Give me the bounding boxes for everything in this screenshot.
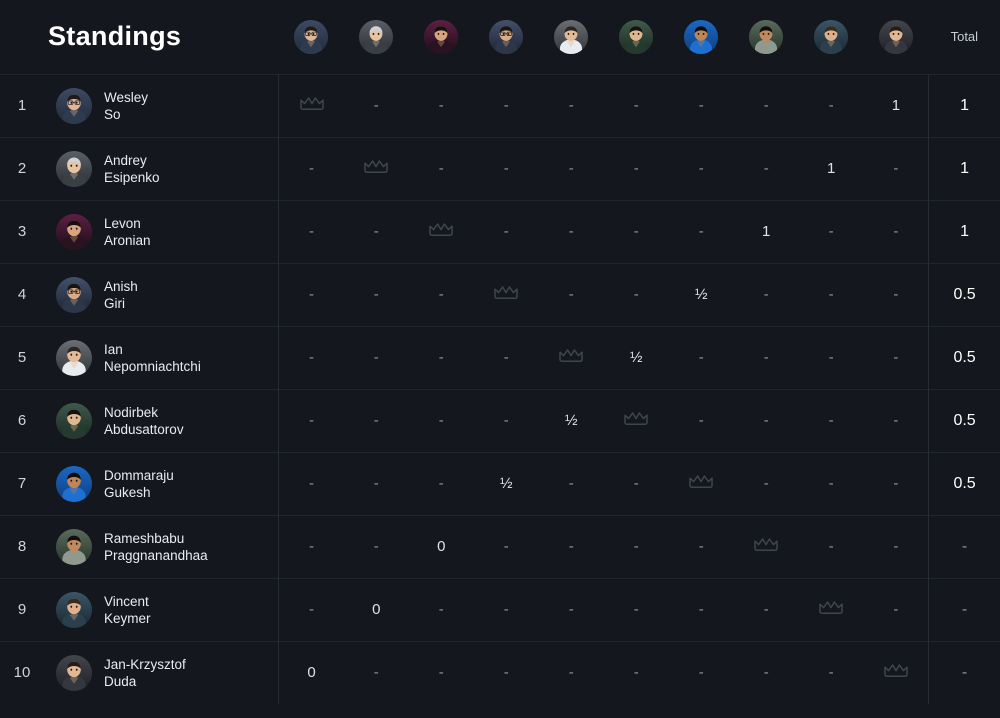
result-cell[interactable]: - xyxy=(474,74,539,137)
player-cell[interactable] xyxy=(44,515,279,578)
result-cell[interactable]: - xyxy=(344,641,409,704)
avatar-jan-krzysztof-duda[interactable] xyxy=(879,20,913,54)
result-cell[interactable]: - xyxy=(799,74,864,137)
result-cell[interactable]: - xyxy=(474,641,539,704)
result-cell[interactable]: - xyxy=(279,389,344,452)
result-cell[interactable]: - xyxy=(409,641,474,704)
result-cell[interactable]: - xyxy=(474,389,539,452)
result-cell[interactable]: - xyxy=(799,200,864,263)
result-cell[interactable]: - xyxy=(474,578,539,641)
column-header-andrey-esipenko[interactable] xyxy=(344,0,409,74)
player-first-name: Anish xyxy=(104,278,138,294)
result-cell[interactable]: - xyxy=(734,263,799,326)
header-row xyxy=(0,0,1000,74)
player-cell[interactable] xyxy=(44,263,279,326)
row-rank: 6 xyxy=(0,389,44,452)
result-cell-self xyxy=(669,452,734,515)
result-cell[interactable]: - xyxy=(669,200,734,263)
total-score: 0.5 xyxy=(929,326,1000,389)
result-cell[interactable]: 1 xyxy=(864,74,929,137)
result-cell-self xyxy=(344,137,409,200)
player-cell[interactable] xyxy=(44,200,279,263)
result-cell[interactable]: - xyxy=(669,389,734,452)
player-name xyxy=(104,215,151,249)
result-cell-self xyxy=(734,515,799,578)
total-score: 1 xyxy=(929,137,1000,200)
result-cell-self xyxy=(409,200,474,263)
result-cell[interactable]: - xyxy=(279,578,344,641)
result-cell[interactable]: - xyxy=(474,515,539,578)
player-name xyxy=(104,341,201,375)
result-cell[interactable]: ½ xyxy=(539,389,604,452)
avatar-vincent-keymer[interactable] xyxy=(814,20,848,54)
avatar-levon-aronian[interactable] xyxy=(56,214,92,250)
player-last-name: Esipenko xyxy=(104,169,160,185)
avatar-rameshbabu-praggnanandhaa[interactable] xyxy=(749,20,783,54)
crown-icon xyxy=(623,414,649,431)
result-cell[interactable]: - xyxy=(344,389,409,452)
player-first-name: Andrey xyxy=(104,152,147,168)
result-cell[interactable]: - xyxy=(604,452,669,515)
player-last-name: Duda xyxy=(104,673,137,689)
result-cell[interactable]: - xyxy=(539,515,604,578)
player-first-name: Vincent xyxy=(104,593,149,609)
result-cell[interactable]: - xyxy=(344,326,409,389)
player-first-name: Wesley xyxy=(104,89,149,105)
avatar-ian-nepomniachtchi[interactable] xyxy=(56,340,92,376)
player-cell[interactable] xyxy=(44,74,279,137)
row-rank: 9 xyxy=(0,578,44,641)
result-cell[interactable]: - xyxy=(409,578,474,641)
result-cell[interactable]: - xyxy=(539,137,604,200)
result-cell[interactable]: - xyxy=(344,515,409,578)
avatar-vincent-keymer[interactable] xyxy=(56,592,92,628)
crown-icon xyxy=(493,288,519,305)
result-cell[interactable]: - xyxy=(864,137,929,200)
table-row[interactable] xyxy=(0,641,1000,704)
result-cell[interactable]: - xyxy=(864,515,929,578)
table-row[interactable] xyxy=(0,389,1000,452)
avatar-wesley-so[interactable] xyxy=(56,88,92,124)
result-cell[interactable]: - xyxy=(799,641,864,704)
result-cell[interactable]: ½ xyxy=(669,263,734,326)
player-first-name: Jan-Krzysztof xyxy=(104,656,186,672)
result-cell[interactable]: - xyxy=(669,578,734,641)
result-cell[interactable]: - xyxy=(474,200,539,263)
avatar-anish-giri[interactable] xyxy=(489,20,523,54)
player-name xyxy=(104,152,160,186)
crown-icon xyxy=(299,99,325,116)
result-cell[interactable]: - xyxy=(604,200,669,263)
avatar-andrey-esipenko[interactable] xyxy=(56,151,92,187)
total-score: 0.5 xyxy=(929,452,1000,515)
result-cell[interactable]: - xyxy=(279,137,344,200)
result-cell[interactable]: - xyxy=(604,641,669,704)
result-cell[interactable]: - xyxy=(734,641,799,704)
result-cell[interactable]: - xyxy=(864,326,929,389)
result-cell[interactable]: - xyxy=(279,452,344,515)
result-cell[interactable]: - xyxy=(864,452,929,515)
result-cell[interactable]: - xyxy=(409,263,474,326)
total-score: - xyxy=(929,515,1000,578)
column-header-wesley-so[interactable] xyxy=(279,0,344,74)
result-cell[interactable]: - xyxy=(864,263,929,326)
table-row[interactable] xyxy=(0,200,1000,263)
result-cell[interactable]: 1 xyxy=(799,137,864,200)
player-cell[interactable] xyxy=(44,389,279,452)
player-first-name: Rameshbabu xyxy=(104,530,185,546)
player-name xyxy=(104,656,186,690)
crown-icon xyxy=(363,162,389,179)
avatar-nodirbek-abdusattorov[interactable] xyxy=(619,20,653,54)
player-last-name: Aronian xyxy=(104,232,151,248)
result-cell[interactable]: - xyxy=(604,263,669,326)
result-cell[interactable]: - xyxy=(669,326,734,389)
result-cell[interactable]: 0 xyxy=(279,641,344,704)
column-header-total: Total xyxy=(950,29,979,45)
result-cell[interactable]: - xyxy=(864,578,929,641)
result-cell[interactable]: ½ xyxy=(604,326,669,389)
result-cell-self xyxy=(474,263,539,326)
player-name xyxy=(104,278,138,312)
avatar-jan-krzysztof-duda[interactable] xyxy=(56,655,92,691)
crown-icon xyxy=(428,225,454,242)
table-row[interactable] xyxy=(0,137,1000,200)
result-cell[interactable]: - xyxy=(669,74,734,137)
player-cell[interactable] xyxy=(44,326,279,389)
row-rank: 8 xyxy=(0,515,44,578)
result-cell[interactable]: - xyxy=(539,641,604,704)
result-cell[interactable]: - xyxy=(344,263,409,326)
column-header-dommaraju-gukesh[interactable] xyxy=(669,0,734,74)
result-cell[interactable]: 0 xyxy=(409,515,474,578)
result-cell[interactable]: 0 xyxy=(344,578,409,641)
result-cell[interactable]: - xyxy=(279,326,344,389)
player-name xyxy=(104,467,174,501)
result-cell[interactable]: - xyxy=(409,137,474,200)
result-cell[interactable]: - xyxy=(799,389,864,452)
player-last-name: So xyxy=(104,106,121,122)
result-cell[interactable]: - xyxy=(409,326,474,389)
total-score: - xyxy=(929,578,1000,641)
total-score: 0.5 xyxy=(929,263,1000,326)
player-last-name: Gukesh xyxy=(104,484,151,500)
result-cell[interactable]: - xyxy=(799,263,864,326)
player-last-name: Giri xyxy=(104,295,126,311)
result-cell[interactable]: - xyxy=(669,137,734,200)
player-last-name: Keymer xyxy=(104,610,151,626)
result-cell[interactable]: - xyxy=(344,452,409,515)
result-cell-self xyxy=(279,74,344,137)
column-header-jan-krzysztof-duda[interactable] xyxy=(864,0,929,74)
result-cell-self xyxy=(799,578,864,641)
player-last-name: Nepomniachtchi xyxy=(104,358,201,374)
result-cell-self xyxy=(864,641,929,704)
column-header-anish-giri[interactable] xyxy=(474,0,539,74)
standings-table-body xyxy=(0,74,1000,704)
table-row[interactable] xyxy=(0,263,1000,326)
result-cell[interactable]: - xyxy=(864,200,929,263)
crown-icon xyxy=(883,666,909,683)
result-cell[interactable]: - xyxy=(799,326,864,389)
result-cell[interactable]: - xyxy=(604,515,669,578)
avatar-levon-aronian[interactable] xyxy=(424,20,458,54)
result-cell[interactable]: - xyxy=(734,578,799,641)
player-first-name: Dommaraju xyxy=(104,467,174,483)
row-rank: 2 xyxy=(0,137,44,200)
player-name xyxy=(104,404,184,438)
result-cell[interactable]: - xyxy=(474,137,539,200)
result-cell[interactable]: - xyxy=(864,389,929,452)
result-cell[interactable]: - xyxy=(604,74,669,137)
row-rank: 7 xyxy=(0,452,44,515)
result-cell[interactable]: - xyxy=(279,515,344,578)
player-first-name: Levon xyxy=(104,215,141,231)
avatar-ian-nepomniachtchi[interactable] xyxy=(554,20,588,54)
player-last-name: Abdusattorov xyxy=(104,421,184,437)
result-cell[interactable]: - xyxy=(604,578,669,641)
total-score: - xyxy=(929,641,1000,704)
avatar-wesley-so[interactable] xyxy=(294,20,328,54)
table-row[interactable] xyxy=(0,515,1000,578)
avatar-nodirbek-abdusattorov[interactable] xyxy=(56,403,92,439)
result-cell[interactable]: - xyxy=(474,326,539,389)
page-title: Standings xyxy=(48,21,182,52)
table-row[interactable] xyxy=(0,452,1000,515)
avatar-andrey-esipenko[interactable] xyxy=(359,20,393,54)
player-cell[interactable] xyxy=(44,578,279,641)
result-cell-self xyxy=(604,389,669,452)
table-row[interactable] xyxy=(0,326,1000,389)
result-cell[interactable]: - xyxy=(279,263,344,326)
row-rank: 10 xyxy=(0,641,44,704)
result-cell[interactable]: - xyxy=(604,137,669,200)
result-cell[interactable]: - xyxy=(799,515,864,578)
column-header-rameshbabu-praggnanandhaa[interactable] xyxy=(734,0,799,74)
crown-icon xyxy=(753,540,779,557)
result-cell[interactable]: - xyxy=(344,74,409,137)
avatar-anish-giri[interactable] xyxy=(56,277,92,313)
crown-icon xyxy=(558,351,584,368)
result-cell[interactable]: - xyxy=(799,452,864,515)
result-cell[interactable]: - xyxy=(279,200,344,263)
row-rank: 1 xyxy=(0,74,44,137)
total-score: 1 xyxy=(929,74,1000,137)
avatar-dommaraju-gukesh[interactable] xyxy=(56,466,92,502)
result-cell[interactable]: - xyxy=(734,137,799,200)
result-cell[interactable]: - xyxy=(734,326,799,389)
column-header-nodirbek-abdusattorov[interactable] xyxy=(604,0,669,74)
player-name xyxy=(104,89,148,123)
table-row[interactable] xyxy=(0,578,1000,641)
column-header-vincent-keymer[interactable] xyxy=(799,0,864,74)
avatar-rameshbabu-praggnanandhaa[interactable] xyxy=(56,529,92,565)
row-rank: 3 xyxy=(0,200,44,263)
player-cell[interactable] xyxy=(44,137,279,200)
player-cell[interactable] xyxy=(44,641,279,704)
avatar-dommaraju-gukesh[interactable] xyxy=(684,20,718,54)
result-cell[interactable]: - xyxy=(539,578,604,641)
result-cell[interactable]: 1 xyxy=(734,200,799,263)
result-cell-self xyxy=(539,326,604,389)
result-cell[interactable]: - xyxy=(669,515,734,578)
column-header-levon-aronian[interactable] xyxy=(409,0,474,74)
result-cell[interactable]: - xyxy=(539,452,604,515)
player-last-name: Praggnanandhaa xyxy=(104,547,208,563)
result-cell[interactable]: - xyxy=(409,74,474,137)
standings-table-head xyxy=(0,0,1000,74)
table-row[interactable] xyxy=(0,74,1000,137)
result-cell[interactable]: - xyxy=(409,389,474,452)
column-header-ian-nepomniachtchi[interactable] xyxy=(539,0,604,74)
result-cell[interactable]: ½ xyxy=(474,452,539,515)
player-cell[interactable] xyxy=(44,452,279,515)
row-rank: 5 xyxy=(0,326,44,389)
result-cell[interactable]: - xyxy=(539,263,604,326)
crown-icon xyxy=(818,603,844,620)
result-cell[interactable]: - xyxy=(734,74,799,137)
player-name xyxy=(104,593,151,627)
result-cell[interactable]: - xyxy=(539,200,604,263)
total-score: 0.5 xyxy=(929,389,1000,452)
result-cell[interactable]: - xyxy=(734,452,799,515)
result-cell[interactable]: - xyxy=(669,641,734,704)
result-cell[interactable]: - xyxy=(539,74,604,137)
total-score: 1 xyxy=(929,200,1000,263)
result-cell[interactable]: - xyxy=(409,452,474,515)
player-first-name: Ian xyxy=(104,341,123,357)
result-cell[interactable]: - xyxy=(344,200,409,263)
player-first-name: Nodirbek xyxy=(104,404,159,420)
row-rank: 4 xyxy=(0,263,44,326)
result-cell[interactable]: - xyxy=(734,389,799,452)
crown-icon xyxy=(688,477,714,494)
player-name xyxy=(104,530,208,564)
